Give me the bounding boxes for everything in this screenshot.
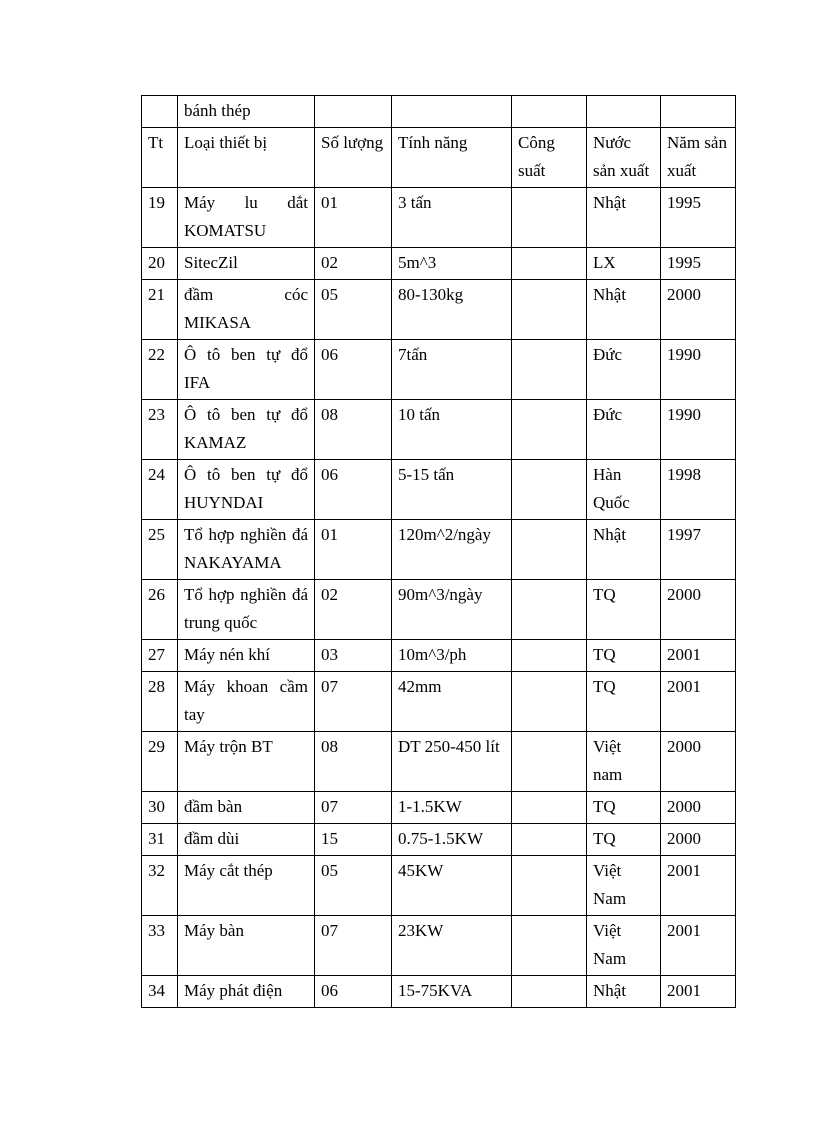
cell-tt: 27 xyxy=(142,640,178,672)
cell-equipment-name: Máy lu dắt KOMATSU xyxy=(178,188,315,248)
cell-country: TQ xyxy=(587,580,661,640)
cell-tt: 32 xyxy=(142,856,178,916)
cell-country: Đức xyxy=(587,340,661,400)
cell-power xyxy=(512,96,587,128)
cell-equipment-name: Máy bàn xyxy=(178,916,315,976)
table-row xyxy=(142,460,736,520)
cell-feature: 45KW xyxy=(392,856,512,916)
cell-power xyxy=(512,340,587,400)
cell-tt: 26 xyxy=(142,580,178,640)
cell-quantity: 06 xyxy=(315,460,392,520)
cell-country: Việt Nam xyxy=(587,916,661,976)
table-row xyxy=(142,580,736,640)
cell-quantity: 02 xyxy=(315,580,392,640)
table-row xyxy=(142,916,736,976)
cell-year: 2000 xyxy=(661,732,736,792)
cell-equipment-name: Tổ hợp nghiền đá trung quốc xyxy=(178,580,315,640)
cell-equipment-name: đầm bàn xyxy=(178,792,315,824)
cell-feature xyxy=(392,96,512,128)
table-row xyxy=(142,188,736,248)
cell-tt: 22 xyxy=(142,340,178,400)
table-row xyxy=(142,340,736,400)
cell-year: 2001 xyxy=(661,916,736,976)
cell-quantity: 07 xyxy=(315,916,392,976)
cell-year: 1995 xyxy=(661,248,736,280)
cell-tt xyxy=(142,96,178,128)
cell-equipment-name: Máy nén khí xyxy=(178,640,315,672)
cell-country: Nhật xyxy=(587,976,661,1008)
cell-power xyxy=(512,824,587,856)
cell-year: 2001 xyxy=(661,856,736,916)
cell-country: LX xyxy=(587,248,661,280)
cell-equipment-name: Tổ hợp nghiền đá NAKAYAMA xyxy=(178,520,315,580)
cell-tt: 30 xyxy=(142,792,178,824)
cell-tt: 23 xyxy=(142,400,178,460)
table-row xyxy=(142,672,736,732)
cell-power xyxy=(512,856,587,916)
header-equipment-type: Loại thiết bị xyxy=(178,128,315,188)
cell-quantity: 05 xyxy=(315,856,392,916)
cell-quantity: 15 xyxy=(315,824,392,856)
cell-feature: 120m^2/ngày xyxy=(392,520,512,580)
header-row xyxy=(142,128,736,188)
cell-quantity: 08 xyxy=(315,400,392,460)
cell-power xyxy=(512,248,587,280)
cell-year: 2000 xyxy=(661,580,736,640)
header-year: Năm sản xuất xyxy=(661,128,736,188)
cell-equipment-name: Ô tô ben tự đổ KAMAZ xyxy=(178,400,315,460)
cell-power xyxy=(512,640,587,672)
cell-country: TQ xyxy=(587,792,661,824)
cell-power xyxy=(512,732,587,792)
cell-power xyxy=(512,460,587,520)
cell-year: 1997 xyxy=(661,520,736,580)
carry-over-row xyxy=(142,96,736,128)
cell-year: 2000 xyxy=(661,824,736,856)
header-country: Nước sản xuất xyxy=(587,128,661,188)
cell-year: 1990 xyxy=(661,340,736,400)
cell-feature: 10 tấn xyxy=(392,400,512,460)
cell-equipment-name: Máy trộn BT xyxy=(178,732,315,792)
cell-quantity: 06 xyxy=(315,976,392,1008)
table-row xyxy=(142,732,736,792)
cell-equipment-name: Máy cắt thép xyxy=(178,856,315,916)
cell-year: 1998 xyxy=(661,460,736,520)
header-quantity: Số lượng xyxy=(315,128,392,188)
cell-power xyxy=(512,580,587,640)
cell-feature: 42mm xyxy=(392,672,512,732)
cell-power xyxy=(512,280,587,340)
cell-country: TQ xyxy=(587,672,661,732)
cell-country: Nhật xyxy=(587,520,661,580)
cell-quantity: 07 xyxy=(315,792,392,824)
table-row xyxy=(142,792,736,824)
cell-tt: 29 xyxy=(142,732,178,792)
cell-feature: 23KW xyxy=(392,916,512,976)
cell-country: TQ xyxy=(587,824,661,856)
cell-quantity: 06 xyxy=(315,340,392,400)
table-row xyxy=(142,824,736,856)
table-row xyxy=(142,640,736,672)
cell-equipment-name: đầm dùi xyxy=(178,824,315,856)
cell-quantity: 05 xyxy=(315,280,392,340)
table-row xyxy=(142,248,736,280)
cell-equipment-name: bánh thép xyxy=(178,96,315,128)
cell-feature: 5-15 tấn xyxy=(392,460,512,520)
cell-feature: 5m^3 xyxy=(392,248,512,280)
cell-tt: 31 xyxy=(142,824,178,856)
cell-country: Hàn Quốc xyxy=(587,460,661,520)
cell-equipment-name: đầm cóc MIKASA xyxy=(178,280,315,340)
cell-power xyxy=(512,916,587,976)
cell-power xyxy=(512,792,587,824)
cell-tt: 21 xyxy=(142,280,178,340)
header-feature: Tính năng xyxy=(392,128,512,188)
header-tt: Tt xyxy=(142,128,178,188)
table-row xyxy=(142,976,736,1008)
cell-power xyxy=(512,672,587,732)
table-row xyxy=(142,280,736,340)
cell-quantity: 01 xyxy=(315,188,392,248)
cell-year: 2000 xyxy=(661,280,736,340)
cell-feature: 3 tấn xyxy=(392,188,512,248)
cell-country: TQ xyxy=(587,640,661,672)
cell-tt: 34 xyxy=(142,976,178,1008)
equipment-table xyxy=(141,95,736,1008)
cell-feature: 80-130kg xyxy=(392,280,512,340)
cell-tt: 25 xyxy=(142,520,178,580)
cell-year: 1995 xyxy=(661,188,736,248)
cell-year xyxy=(661,96,736,128)
cell-feature: 15-75KVA xyxy=(392,976,512,1008)
cell-power xyxy=(512,976,587,1008)
cell-quantity: 01 xyxy=(315,520,392,580)
cell-power xyxy=(512,400,587,460)
cell-tt: 24 xyxy=(142,460,178,520)
header-power: Công suất xyxy=(512,128,587,188)
cell-quantity: 03 xyxy=(315,640,392,672)
cell-feature: 1-1.5KW xyxy=(392,792,512,824)
cell-quantity: 02 xyxy=(315,248,392,280)
table-row xyxy=(142,400,736,460)
cell-feature: DT 250-450 lít xyxy=(392,732,512,792)
cell-quantity xyxy=(315,96,392,128)
cell-quantity: 08 xyxy=(315,732,392,792)
table-body xyxy=(142,188,736,1008)
cell-year: 2000 xyxy=(661,792,736,824)
cell-feature: 10m^3/ph xyxy=(392,640,512,672)
cell-equipment-name: Máy phát điện xyxy=(178,976,315,1008)
cell-equipment-name: Máy khoan cầm tay xyxy=(178,672,315,732)
cell-tt: 28 xyxy=(142,672,178,732)
cell-equipment-name: Ô tô ben tự đổ IFA xyxy=(178,340,315,400)
cell-country: Nhật xyxy=(587,188,661,248)
cell-feature: 7tấn xyxy=(392,340,512,400)
table-row xyxy=(142,520,736,580)
cell-equipment-name: Ô tô ben tự đổ HUYNDAI xyxy=(178,460,315,520)
cell-quantity: 07 xyxy=(315,672,392,732)
cell-tt: 19 xyxy=(142,188,178,248)
cell-country xyxy=(587,96,661,128)
cell-equipment-name: SitecZil xyxy=(178,248,315,280)
cell-country: Nhật xyxy=(587,280,661,340)
cell-feature: 0.75-1.5KW xyxy=(392,824,512,856)
cell-country: Việt Nam xyxy=(587,856,661,916)
cell-year: 2001 xyxy=(661,640,736,672)
cell-country: Việt nam xyxy=(587,732,661,792)
cell-tt: 20 xyxy=(142,248,178,280)
cell-year: 2001 xyxy=(661,976,736,1008)
cell-year: 2001 xyxy=(661,672,736,732)
cell-year: 1990 xyxy=(661,400,736,460)
table-row xyxy=(142,856,736,916)
cell-country: Đức xyxy=(587,400,661,460)
cell-feature: 90m^3/ngày xyxy=(392,580,512,640)
cell-power xyxy=(512,520,587,580)
cell-tt: 33 xyxy=(142,916,178,976)
cell-power xyxy=(512,188,587,248)
